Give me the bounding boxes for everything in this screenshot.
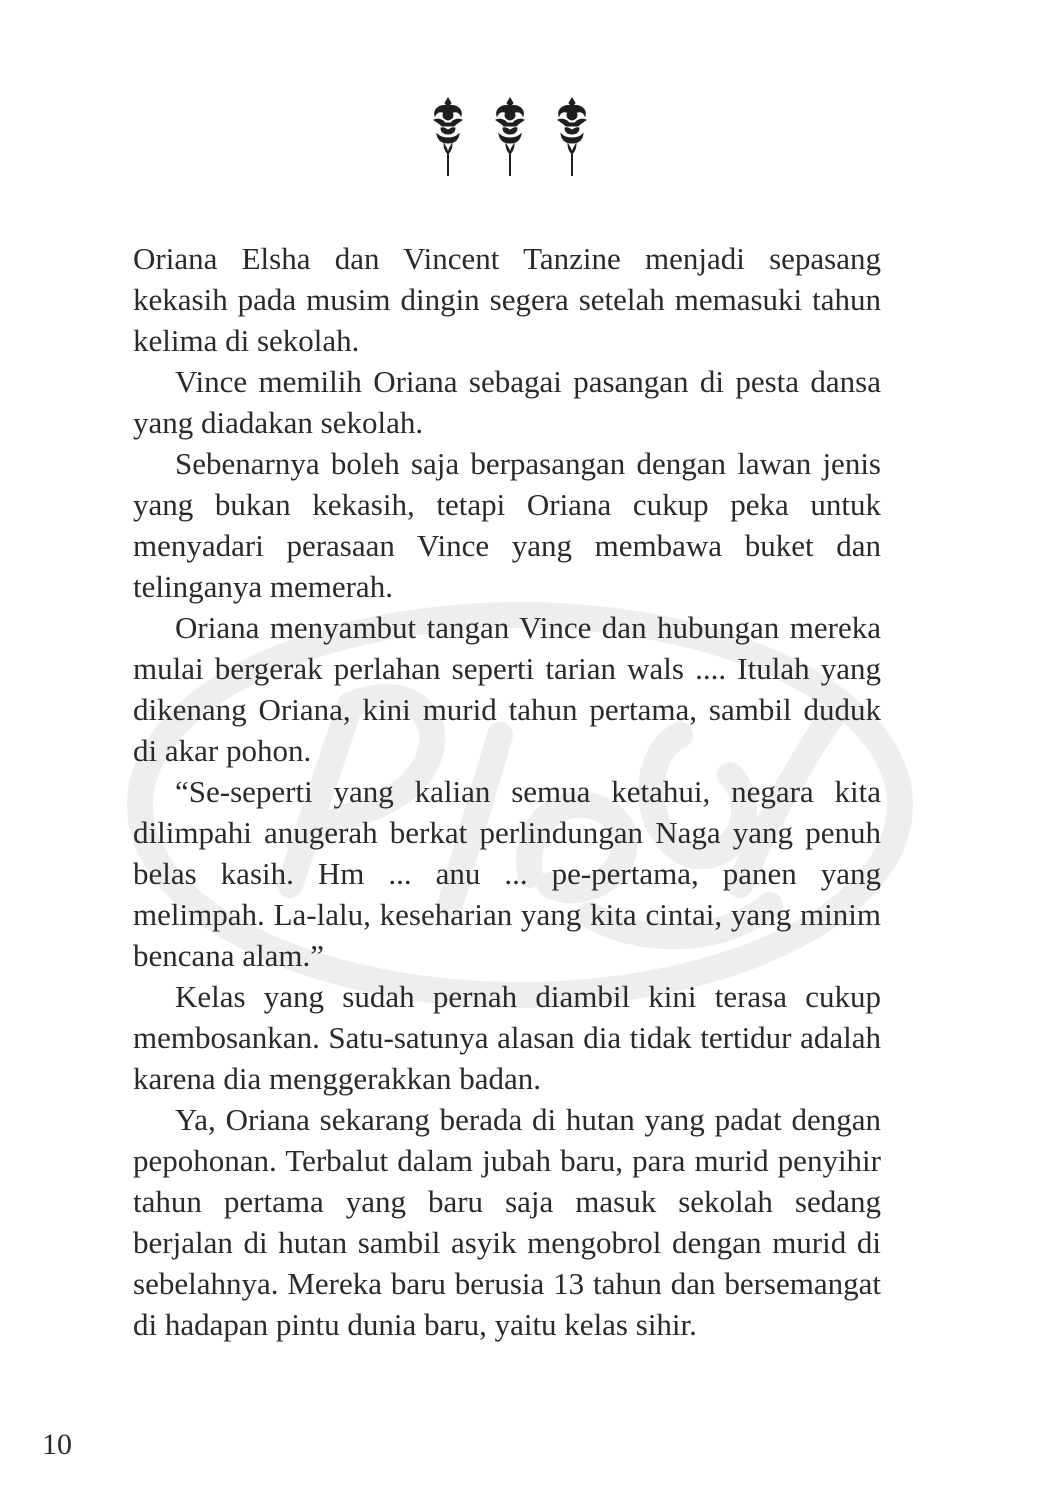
- paragraph: Kelas yang sudah pernah diambil kini terasa cukup membosankan. Satu-satunya alasan dia tidak tertidur adalah karena dia menggerakkan badan.: [133, 979, 881, 1096]
- paragraph: Sebenarnya boleh saja berpasangan dengan lawan jenis yang bukan kekasih, tetapi Oriana cukup peka untuk menyadari perasaan Vince yang membawa buket dan telinganya memerah.: [133, 446, 881, 604]
- fleur-ornament-icon: [430, 96, 466, 178]
- chapter-body-text: [133, 238, 881, 1345]
- scene-break-ornaments: [430, 96, 590, 178]
- paragraph: Vince memilih Oriana sebagai pasangan di pesta dansa yang diadakan sekolah.: [133, 364, 881, 440]
- fleur-ornament-icon: [554, 96, 590, 178]
- paragraph: “Se-seperti yang kalian semua ketahui, negara kita dilimpahi anugerah berkat perlindungan Naga yang penuh belas kasih. Hm ... anu ... pe-pertama, panen yang melimpah. La-lalu, keseharian yang kita cintai, yang minim bencana alam.”: [133, 774, 881, 973]
- fleur-ornament-icon: [492, 96, 528, 178]
- paragraph: Oriana menyambut tangan Vince dan hubungan mereka mulai bergerak perlahan seperti tarian wals .... Itulah yang dikenang Oriana, kini murid tahun pertama, sambil duduk di akar pohon.: [133, 610, 881, 768]
- paragraph: Oriana Elsha dan Vincent Tanzine menjadi sepasang kekasih pada musim dingin segera setelah memasuki tahun kelima di sekolah.: [133, 241, 881, 358]
- paragraph: Ya, Oriana sekarang berada di hutan yang padat dengan pepohonan. Terbalut dalam jubah baru, para murid penyihir tahun pertama yang baru saja masuk sekolah sedang berjalan di hutan sambil asyik mengobrol dengan murid di sebelahnya. Mereka baru berusia 13 tahun dan bersemangat di hadapan pintu dunia baru, yaitu kelas sihir.: [133, 1102, 881, 1342]
- page-number: 10: [42, 1428, 72, 1461]
